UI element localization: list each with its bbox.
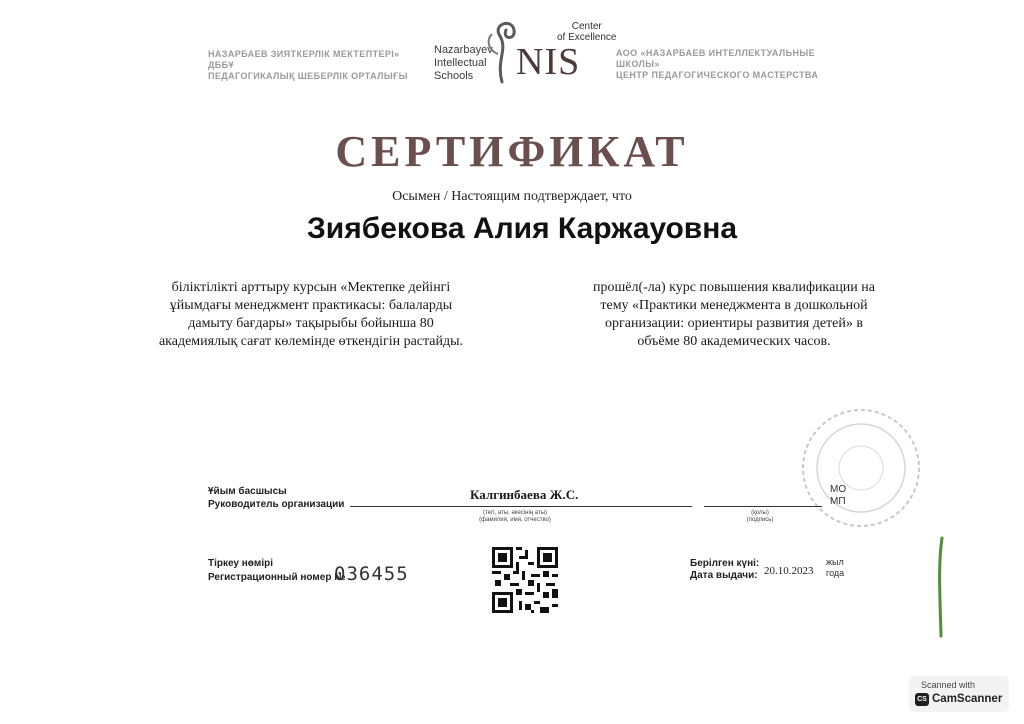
caption-name-kz: (тегі, аты, әкесінің аты) xyxy=(482,510,548,516)
caption-sign-kz: (қолы) xyxy=(751,510,769,516)
center-of-excellence xyxy=(557,21,616,43)
course-text-kz: біліктілікті арттыру курсын «Мектепке дейінгі ұйымдағы менеджмент практикасы: балаларды дамыту бағдары» тақырыбы бойынша 80 академиялық сағат көлемінде өткендігін растайды. xyxy=(158,280,464,349)
reg-label-kz: Тіркеу нөмірі xyxy=(208,558,273,569)
stamp-kz: МО xyxy=(830,484,847,495)
head-name: Калгинбаева Ж.С. xyxy=(470,487,579,502)
signature-line xyxy=(704,506,822,507)
year-suffix xyxy=(826,557,844,579)
name-line xyxy=(350,506,692,507)
stamp-place xyxy=(830,484,846,508)
year-kz: жыл xyxy=(826,557,844,567)
registration-number: 036455 xyxy=(334,563,409,585)
issue-label-ru: Дата выдачи: xyxy=(690,570,758,581)
caption-name xyxy=(455,510,575,524)
camscanner-badge xyxy=(909,676,1009,712)
camscanner-logo-icon: CS xyxy=(915,693,929,706)
issue-label-kz: Берілген күні: xyxy=(690,558,760,569)
scanned-with-label: Scanned with xyxy=(921,680,976,690)
certificate-subtitle: Осымен / Настоящим подтверждает, что xyxy=(392,189,632,204)
seal-stamp-icon xyxy=(796,404,926,532)
course-text-ru: прошёл(-ла) курс повышения квалификации на тему «Практики менеджмента в дошкольной организации: ориентиры развития детей» в объёме 80 академических часов. xyxy=(593,280,875,349)
year-ru: года xyxy=(826,568,845,578)
certificate-title: СЕРТИФИКАТ xyxy=(335,127,689,176)
logo-line-3: Schools xyxy=(434,70,474,82)
issue-date: 20.10.2023 xyxy=(764,565,814,577)
caption-sign-ru: (подпись) xyxy=(746,517,774,523)
coe-line-2: of Excellence xyxy=(557,32,617,43)
org-name-ru xyxy=(616,48,836,81)
caption-name-ru: (фамилия, имя, отчество) xyxy=(479,517,551,523)
org-name-kz xyxy=(208,49,418,82)
logo-line-2: Intellectual xyxy=(434,57,487,69)
qr-code-icon xyxy=(492,547,558,613)
org-name-ru-line1: АОО «НАЗАРБАЕВ ИНТЕЛЛЕКТУАЛЬНЫЕ ШКОЛЫ» xyxy=(616,48,816,69)
head-label-ru: Руководитель организации xyxy=(208,499,345,510)
org-name-kz-line2: ПЕДАГОГИКАЛЫҚ ШЕБЕРЛІК ОРТАЛЫҒЫ xyxy=(208,71,408,81)
camscanner-brand: CamScanner xyxy=(932,693,1003,705)
head-label-kz: Ұйым басшысы xyxy=(208,486,287,497)
stamp-ru: МП xyxy=(830,496,846,507)
caption-sign xyxy=(735,510,785,524)
reg-label-ru: Регистрационный номер № xyxy=(208,572,346,583)
nis-logo-text: NIS xyxy=(516,41,581,83)
logo-line-1: Nazarbayev xyxy=(434,44,493,56)
recipient-name: Зиябекова Алия Каржауовна xyxy=(306,212,738,245)
org-name-kz-line1: НАЗАРБАЕВ ЗИЯТКЕРЛІК МЕКТЕПТЕРІ» ДББҰ xyxy=(208,49,400,70)
pen-stroke-mark xyxy=(932,536,948,640)
coe-line-1: Center xyxy=(571,21,602,32)
org-name-ru-line2: ЦЕНТР ПЕДАГОГИЧЕСКОГО МАСТЕРСТВА xyxy=(616,70,819,80)
